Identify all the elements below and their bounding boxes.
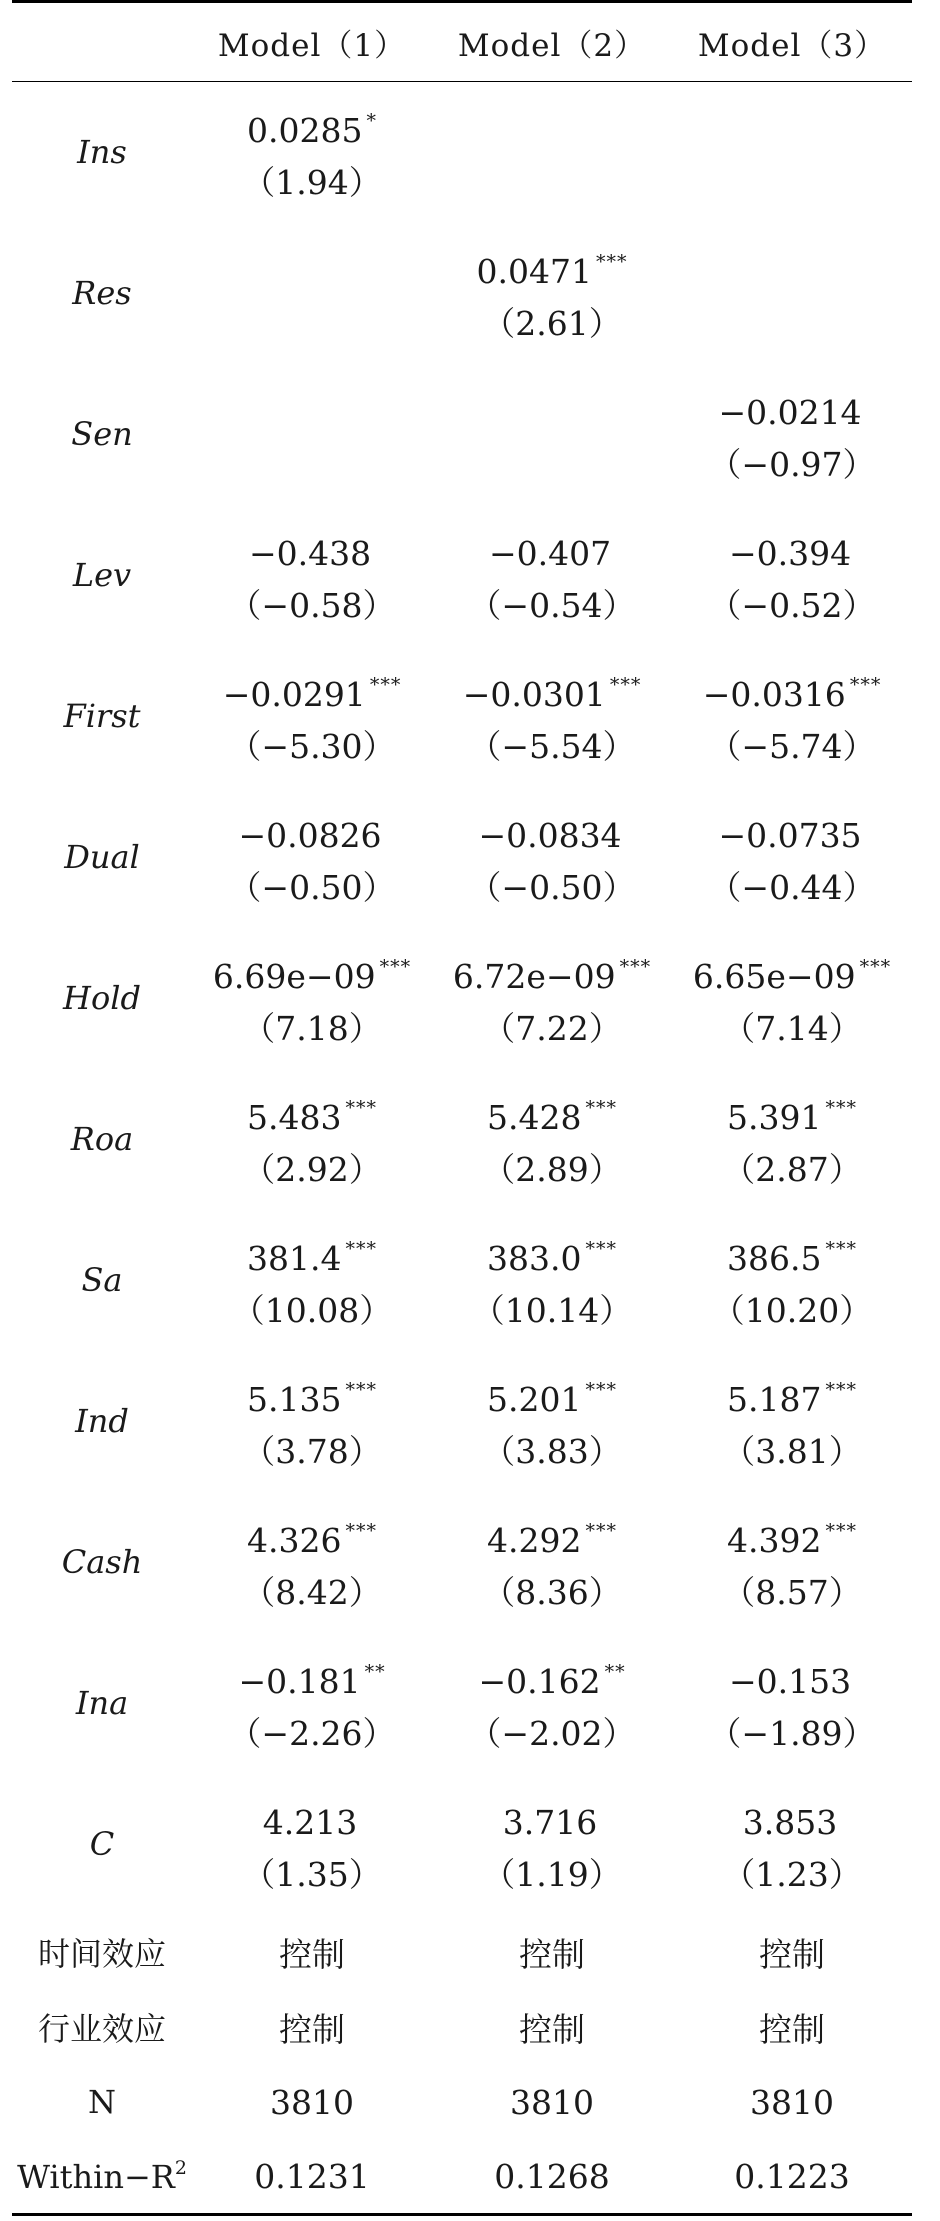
table-body xyxy=(12,82,912,2215)
table-row-cash xyxy=(12,1492,912,1633)
significance-stars: *** xyxy=(369,674,402,696)
t-statistic: （−5.30） xyxy=(228,727,396,766)
t-statistic: （−0.52） xyxy=(708,586,876,625)
model-cell xyxy=(432,505,672,646)
coefficient-value: 5.483 xyxy=(247,1098,342,1137)
table-row-first xyxy=(12,646,912,787)
variable-name: C xyxy=(89,1825,115,1863)
coefficient xyxy=(672,659,912,721)
coefficient xyxy=(672,377,912,439)
t-statistic: （10.14） xyxy=(471,1291,633,1330)
coefficient xyxy=(192,403,432,465)
table-row-ind xyxy=(12,1351,912,1492)
coefficient-value: −0.181 xyxy=(238,1662,361,1701)
table-row-sa xyxy=(12,1210,912,1351)
coefficient-value: 6.65e−09 xyxy=(692,957,856,996)
model-cell xyxy=(672,1774,912,1915)
coefficient-value: −0.438 xyxy=(248,534,372,573)
variable-name: Ina xyxy=(75,1684,129,1722)
t-statistic: （3.81） xyxy=(722,1432,862,1471)
coefficient xyxy=(432,518,672,580)
t-statistic: （7.22） xyxy=(482,1009,622,1048)
t-statistic: （−0.50） xyxy=(468,868,636,907)
model-cell xyxy=(432,1210,672,1351)
n-value-1: 3810 xyxy=(270,2082,354,2122)
t-statistic: （8.57） xyxy=(722,1573,862,1612)
industry-effect-row xyxy=(12,1990,912,2065)
coefficient xyxy=(432,1223,672,1285)
t-statistic: （10.20） xyxy=(711,1291,873,1330)
n-value-2: 3810 xyxy=(510,2082,594,2122)
model-cell xyxy=(432,1633,672,1774)
coefficient-value: 6.72e−09 xyxy=(452,957,616,996)
coefficient-value: −0.407 xyxy=(488,534,612,573)
t-statistic: （3.83） xyxy=(482,1432,622,1471)
significance-stars: *** xyxy=(345,1520,377,1542)
t-statistic: （7.14） xyxy=(722,1009,862,1048)
significance-stars: *** xyxy=(825,1097,857,1119)
variable-name: Cash xyxy=(61,1543,143,1581)
coefficient xyxy=(432,800,672,862)
table-row-ins xyxy=(12,82,912,223)
time-effect-value-3: 控制 xyxy=(759,1934,825,1974)
t-statistic: （2.92） xyxy=(242,1150,382,1189)
coefficient xyxy=(672,800,912,862)
coefficient xyxy=(432,1082,672,1144)
coefficient xyxy=(672,1787,912,1849)
coefficient xyxy=(432,941,672,1003)
industry-effect-value-3: 控制 xyxy=(759,2009,825,2049)
t-statistic: （−5.54） xyxy=(468,727,636,766)
within-r2-row xyxy=(12,2140,912,2215)
t-statistic: （1.94） xyxy=(242,163,382,203)
coefficient xyxy=(192,1787,432,1849)
regression-results-table-wrapper xyxy=(12,0,922,2216)
t-statistic: （−0.54） xyxy=(468,586,636,625)
n-value-3: 3810 xyxy=(750,2082,834,2122)
coefficient xyxy=(672,1364,912,1426)
coefficient-value: 5.201 xyxy=(487,1380,582,1419)
significance-stars: ** xyxy=(364,1661,386,1683)
regression-results-table xyxy=(12,0,912,2216)
industry-effect-value-1: 控制 xyxy=(279,2009,345,2049)
coefficient-value: 4.292 xyxy=(487,1521,582,1560)
table-row-hold xyxy=(12,928,912,1069)
model-cell xyxy=(192,1351,432,1492)
coefficient xyxy=(432,236,672,298)
coefficient xyxy=(672,1505,912,1567)
coefficient xyxy=(432,121,672,183)
t-statistic: （−2.02） xyxy=(468,1714,636,1753)
significance-stars: *** xyxy=(609,674,642,696)
model-cell xyxy=(192,928,432,1069)
model-cell xyxy=(192,1210,432,1351)
model-cell xyxy=(672,787,912,928)
coefficient xyxy=(672,1646,912,1708)
coefficient xyxy=(672,941,912,1003)
table-row-ina xyxy=(12,1633,912,1774)
model-cell xyxy=(672,82,912,223)
model-cell xyxy=(192,1633,432,1774)
table-row-lev xyxy=(12,505,912,646)
coefficient-value: 5.187 xyxy=(727,1380,822,1419)
t-statistic: （−0.50） xyxy=(228,868,396,907)
variable-name: Sen xyxy=(71,415,133,453)
variable-name: Lev xyxy=(72,556,132,594)
coefficient-value: 5.135 xyxy=(247,1380,342,1419)
coefficient-value: 383.0 xyxy=(487,1239,582,1278)
model-cell xyxy=(432,928,672,1069)
t-statistic: （−1.89） xyxy=(708,1714,876,1753)
coefficient xyxy=(672,518,912,580)
coefficient-value: −0.0735 xyxy=(718,816,862,855)
within-r2-label-text: Within−R xyxy=(17,2157,175,2196)
model-cell xyxy=(432,364,672,505)
model-cell xyxy=(672,1351,912,1492)
table-row-res xyxy=(12,223,912,364)
within-r2-value-1: 0.1231 xyxy=(254,2156,370,2196)
header-model-3: Model（3） xyxy=(697,27,887,64)
t-statistic: （1.35） xyxy=(242,1855,382,1894)
model-cell xyxy=(432,646,672,787)
table-header xyxy=(12,2,912,82)
model-cell xyxy=(432,82,672,223)
coefficient xyxy=(192,518,432,580)
variable-name: First xyxy=(63,697,141,735)
coefficient xyxy=(432,1505,672,1567)
model-cell xyxy=(672,928,912,1069)
coefficient-value: 4.213 xyxy=(262,1803,358,1842)
significance-stars: *** xyxy=(585,1520,617,1542)
model-cell xyxy=(192,1069,432,1210)
table-row-sen xyxy=(12,364,912,505)
model-cell xyxy=(192,82,432,223)
t-statistic: （7.18） xyxy=(242,1009,382,1048)
significance-stars: ** xyxy=(604,1661,626,1683)
coefficient-value: −0.153 xyxy=(728,1662,852,1701)
coefficient xyxy=(432,1787,672,1849)
model-cell xyxy=(432,1774,672,1915)
table-row-c xyxy=(12,1774,912,1915)
coefficient-value: −0.0301 xyxy=(462,675,606,714)
coefficient-value: 0.0471 xyxy=(476,252,592,291)
coefficient xyxy=(192,262,432,324)
header-row xyxy=(12,2,912,82)
within-r2-superscript: 2 xyxy=(174,2156,187,2179)
significance-stars: *** xyxy=(345,1097,377,1119)
significance-stars: *** xyxy=(825,1238,857,1260)
coefficient-value: 3.853 xyxy=(742,1803,838,1842)
industry-effect-value-2: 控制 xyxy=(519,2009,585,2049)
significance-stars: *** xyxy=(825,1379,857,1401)
t-statistic: （−5.74） xyxy=(708,727,876,766)
time-effect-value-1: 控制 xyxy=(279,1934,345,1974)
coefficient xyxy=(672,1082,912,1144)
coefficient xyxy=(192,1082,432,1144)
variable-name: Hold xyxy=(63,979,141,1017)
model-cell xyxy=(432,1351,672,1492)
coefficient-value: 3.716 xyxy=(502,1803,598,1842)
coefficient xyxy=(192,941,432,1003)
model-cell xyxy=(192,646,432,787)
t-statistic: （10.08） xyxy=(231,1291,393,1330)
coefficient xyxy=(672,121,912,183)
within-r2-value-3: 0.1223 xyxy=(734,2156,850,2196)
significance-stars: * xyxy=(366,110,377,133)
coefficient xyxy=(672,1223,912,1285)
coefficient xyxy=(192,95,432,157)
coefficient xyxy=(192,1505,432,1567)
t-statistic: （2.61） xyxy=(482,304,622,343)
t-statistic: （−0.44） xyxy=(708,868,876,907)
t-statistic: （2.87） xyxy=(722,1150,862,1189)
model-cell xyxy=(432,787,672,928)
coefficient-value: −0.162 xyxy=(478,1662,601,1701)
significance-stars: *** xyxy=(379,956,412,978)
model-cell xyxy=(672,1210,912,1351)
table-row-dual xyxy=(12,787,912,928)
model-cell xyxy=(672,364,912,505)
coefficient xyxy=(192,1223,432,1285)
coefficient-value: 6.69e−09 xyxy=(212,957,376,996)
industry-effect-label: 行业效应 xyxy=(37,2010,166,2048)
t-statistic: （8.42） xyxy=(242,1573,382,1612)
t-statistic: （−2.26） xyxy=(228,1714,396,1753)
t-statistic: （1.19） xyxy=(482,1855,622,1894)
model-cell xyxy=(192,787,432,928)
significance-stars: *** xyxy=(619,956,652,978)
coefficient xyxy=(432,659,672,721)
coefficient-value: −0.0826 xyxy=(238,816,382,855)
variable-name: Sa xyxy=(81,1261,123,1299)
model-cell xyxy=(192,1774,432,1915)
header-model-2: Model（2） xyxy=(457,27,647,64)
significance-stars: *** xyxy=(849,674,882,696)
significance-stars: *** xyxy=(595,251,628,273)
model-cell xyxy=(672,646,912,787)
coefficient-value: 5.391 xyxy=(727,1098,822,1137)
significance-stars: *** xyxy=(585,1379,617,1401)
model-cell xyxy=(672,505,912,646)
t-statistic: （8.36） xyxy=(482,1573,622,1612)
coefficient xyxy=(672,262,912,324)
model-cell xyxy=(432,1069,672,1210)
coefficient-value: 4.392 xyxy=(727,1521,822,1560)
variable-name: Roa xyxy=(70,1120,134,1158)
header-blank-cell xyxy=(12,2,192,82)
model-cell xyxy=(192,223,432,364)
coefficient-value: −0.0291 xyxy=(222,675,366,714)
coefficient-value: 5.428 xyxy=(487,1098,582,1137)
coefficient-value: −0.0316 xyxy=(702,675,846,714)
model-cell xyxy=(432,1492,672,1633)
time-effect-value-2: 控制 xyxy=(519,1934,585,1974)
coefficient xyxy=(432,1364,672,1426)
model-cell xyxy=(192,364,432,505)
significance-stars: *** xyxy=(859,956,892,978)
coefficient-value: −0.0214 xyxy=(718,393,862,432)
coefficient xyxy=(192,1646,432,1708)
header-model-1: Model（1） xyxy=(217,27,407,64)
coefficient-value: 4.326 xyxy=(247,1521,342,1560)
significance-stars: *** xyxy=(345,1379,377,1401)
model-cell xyxy=(192,1492,432,1633)
within-r2-value-2: 0.1268 xyxy=(494,2156,610,2196)
coefficient-value: 381.4 xyxy=(247,1239,342,1278)
model-cell xyxy=(192,505,432,646)
variable-name: Ins xyxy=(77,133,127,172)
variable-name: Dual xyxy=(64,838,140,876)
model-cell xyxy=(672,223,912,364)
model-cell xyxy=(432,223,672,364)
t-statistic: （1.23） xyxy=(722,1855,862,1894)
variable-name: Res xyxy=(72,274,132,312)
coefficient xyxy=(432,1646,672,1708)
coefficient-value: 0.0285 xyxy=(247,111,363,151)
significance-stars: *** xyxy=(585,1238,617,1260)
coefficient-value: −0.0834 xyxy=(478,816,622,855)
coefficient xyxy=(432,403,672,465)
significance-stars: *** xyxy=(825,1520,857,1542)
coefficient xyxy=(192,800,432,862)
t-statistic: （2.89） xyxy=(482,1150,622,1189)
within-r2-label xyxy=(12,2140,192,2215)
coefficient xyxy=(192,1364,432,1426)
t-statistic: （−0.58） xyxy=(228,586,396,625)
coefficient xyxy=(192,659,432,721)
table-row-roa xyxy=(12,1069,912,1210)
model-cell xyxy=(672,1492,912,1633)
significance-stars: *** xyxy=(585,1097,617,1119)
t-statistic: （3.78） xyxy=(242,1432,382,1471)
model-cell xyxy=(672,1069,912,1210)
n-label: N xyxy=(88,2083,116,2121)
t-statistic: （−0.97） xyxy=(708,445,876,484)
time-effect-row xyxy=(12,1915,912,1990)
coefficient-value: −0.394 xyxy=(728,534,852,573)
time-effect-label: 时间效应 xyxy=(37,1935,166,1973)
variable-name: Ind xyxy=(75,1402,129,1440)
coefficient-value: 386.5 xyxy=(727,1239,822,1278)
model-cell xyxy=(672,1633,912,1774)
n-row xyxy=(12,2065,912,2140)
significance-stars: *** xyxy=(345,1238,377,1260)
